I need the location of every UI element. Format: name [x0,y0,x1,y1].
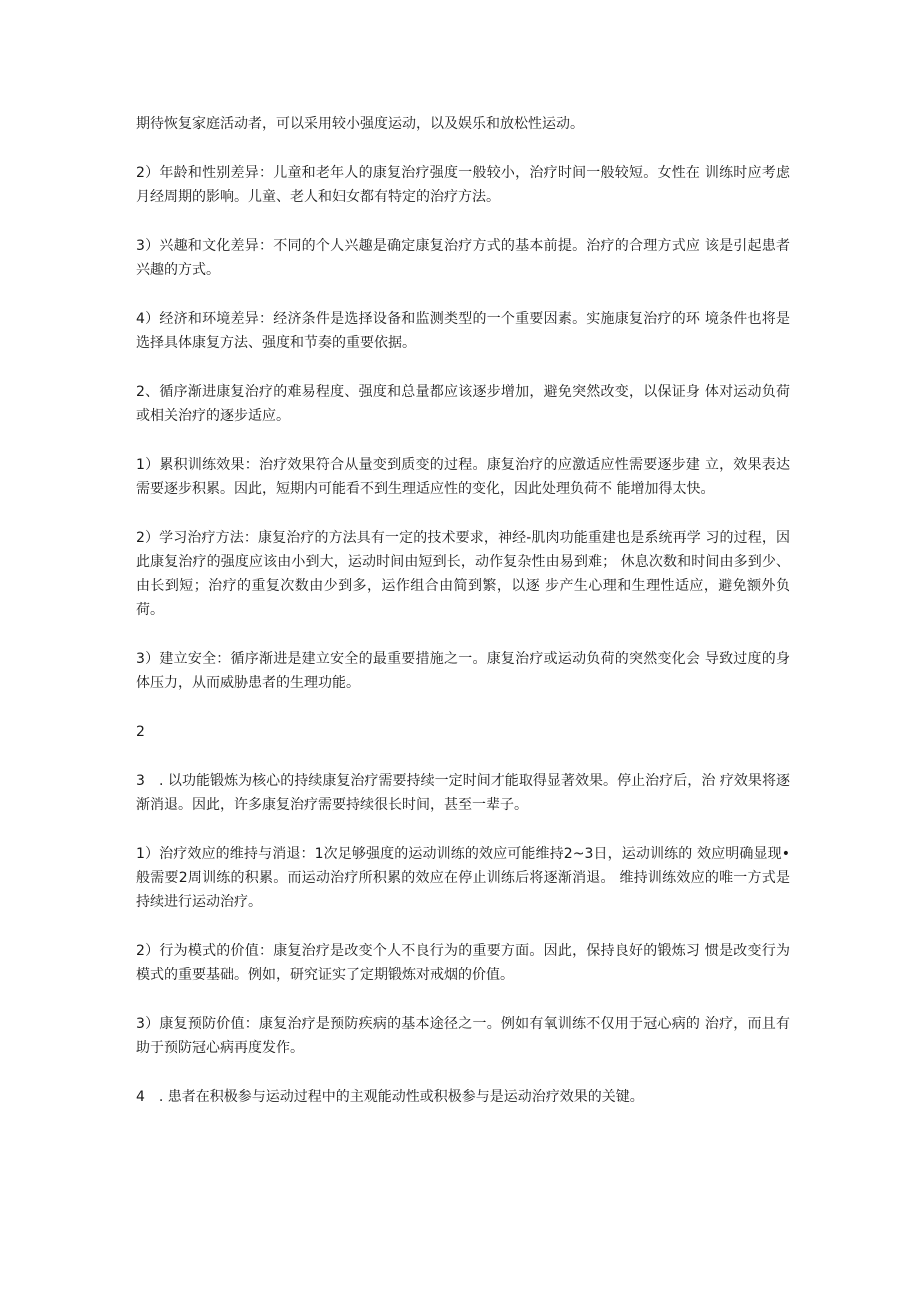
page-number: 2 [136,724,145,740]
paragraph-9: 3 . 以功能锻炼为核心的持续康复治疗需要持续一定时间才能取得显著效果。停止治疗后，治 疗效果将逐渐消退。因此，许多康复治疗需要持续很长时间，甚至一辈子。 [136,773,790,813]
paragraph-11: 2）行为模式的价值：康复治疗是改变个人不良行为的重要方面。因此，保持良好的锻炼习 惯是改变行为模式的重要基础。例如，研究证实了定期锻炼对戒烟的价值。 [136,943,790,983]
paragraph-2: 2）年龄和性别差异：儿童和老年人的康复治疗强度一般较小，治疗时间一般较短。女性在 训练时应考虑月经周期的影响。儿童、老人和妇女都有特定的治疗方法。 [136,165,790,205]
document-page [136,112,790,1134]
paragraph-3: 3）兴趣和文化差异：不同的个人兴趣是确定康复治疗方式的基本前提。治疗的合理方式应 该是引起患者兴趣的方式。 [136,238,790,278]
paragraph-7: 2）学习治疗方法：康复治疗的方法具有一定的技术要求，神经-肌肉功能重建也是系统再学 习的过程，因此康复治疗的强度应该由小到大，运动时间由短到长，动作复杂性由易到难； 休息次数和时间由多到少、由长到短；治疗的重复次数由少到多，运作组合由简到繁，以逐 步产生心理和生理性适应，避免额外负荷。 [136,530,790,618]
paragraph-13: 4 . 患者在积极参与运动过程中的主观能动性或积极参与是运动治疗效果的关键。 [136,1089,644,1105]
paragraph-6: 1）累积训练效果：治疗效果符合从量变到质变的过程。康复治疗的应激适应性需要逐步建 立，效果表达需要逐步积累。因此，短期内可能看不到生理适应性的变化，因此处理负荷不 能增加得太快。 [136,457,790,497]
paragraph-4: 4）经济和环境差异：经济条件是选择设备和监测类型的一个重要因素。实施康复治疗的环 境条件也将是选择具体康复方法、强度和节奏的重要依据。 [136,311,790,351]
paragraph-10: 1）治疗效应的维持与消退：1次足够强度的运动训练的效应可能维持2~3日，运动训练的 效应明确显现•般需要2周训练的积累。而运动治疗所积累的效应在停止训练后将逐渐消退。 维持训练效应的唯一方式是持续进行运动治疗。 [136,846,790,910]
paragraph-1: 期待恢复家庭活动者，可以采用较小强度运动，以及娱乐和放松性运动。 [136,116,584,132]
paragraph-8: 3）建立安全：循序渐进是建立安全的最重要措施之一。康复治疗或运动负荷的突然变化会 导致过度的身体压力，从而威胁患者的生理功能。 [136,651,790,691]
paragraph-12: 3）康复预防价值：康复治疗是预防疾病的基本途径之一。例如有氧训练不仅用于冠心病的 治疗，而且有助于预防冠心病再度发作。 [136,1016,790,1056]
paragraph-5: 2、循序渐进康复治疗的难易程度、强度和总量都应该逐步增加，避免突然改变，以保证身 体对运动负荷或相关治疗的逐步适应。 [136,384,790,424]
